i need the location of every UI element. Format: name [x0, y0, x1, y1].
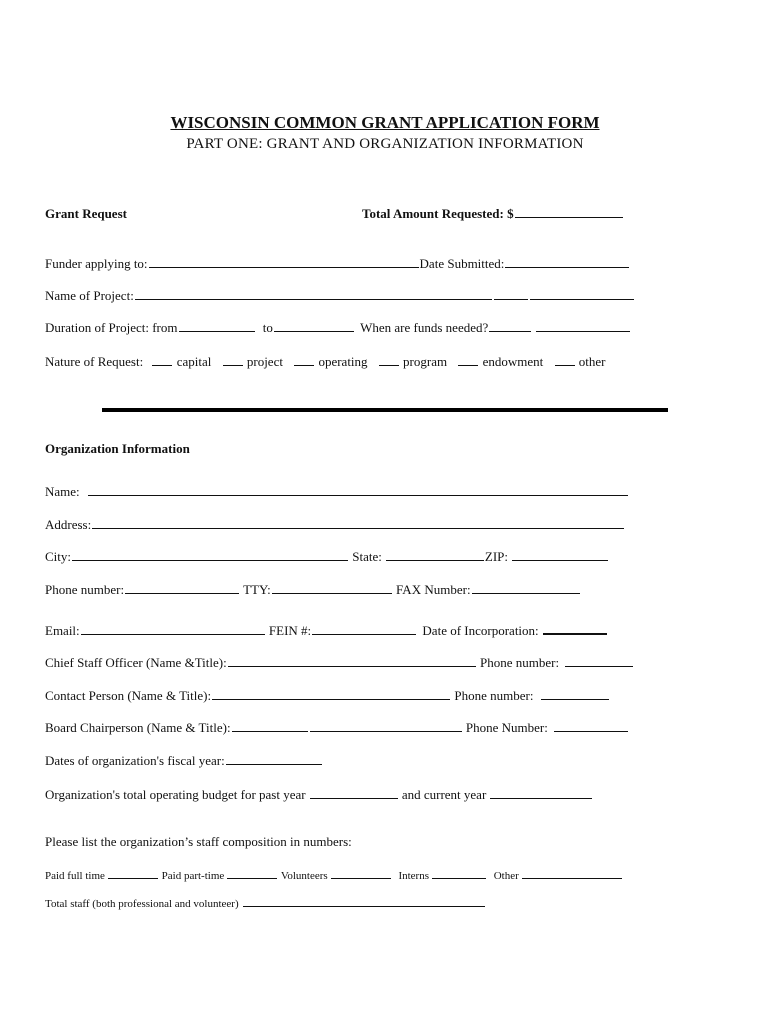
other-checkbox[interactable]	[555, 354, 575, 366]
project-checkbox[interactable]	[223, 354, 243, 366]
volunteers-blank[interactable]	[331, 867, 391, 879]
endowment-option: endowment	[482, 354, 544, 369]
duration-to-blank[interactable]	[274, 320, 354, 332]
program-option: program	[403, 354, 448, 369]
chief-label: Chief Staff Officer (Name &Title):	[45, 655, 227, 670]
interns-blank[interactable]	[432, 867, 486, 879]
phone-label: Phone number:	[45, 582, 125, 597]
chief-phone-blank[interactable]	[565, 655, 633, 667]
other-staff-blank[interactable]	[522, 867, 622, 879]
org-name-blank[interactable]	[88, 484, 628, 496]
other-staff-label: Other	[493, 870, 519, 882]
program-checkbox[interactable]	[379, 354, 399, 366]
incorporation-blank[interactable]	[543, 622, 607, 635]
total-staff-blank[interactable]	[243, 895, 485, 907]
endowment-checkbox[interactable]	[458, 354, 478, 366]
fein-blank[interactable]	[312, 623, 416, 635]
form-title: WISCONSIN COMMON GRANT APPLICATION FORM	[170, 113, 600, 132]
project-name-blank-3[interactable]	[530, 288, 634, 300]
form-subtitle: PART ONE: GRANT AND ORGANIZATION INFORMATION	[186, 136, 584, 152]
project-name-blank-2[interactable]	[494, 288, 528, 300]
interns-label: Interns	[398, 870, 429, 882]
board-label: Board Chairperson (Name & Title):	[45, 720, 231, 735]
total-staff-label: Total staff (both professional and volunteer)	[45, 898, 239, 910]
duration-from-blank[interactable]	[179, 320, 255, 332]
board-row	[45, 720, 629, 736]
board-blank[interactable]	[232, 720, 308, 732]
contact-label: Contact Person (Name & Title):	[45, 688, 212, 703]
funds-needed-blank[interactable]	[489, 320, 531, 332]
budget-label: Organization's total operating budget for past year	[45, 787, 306, 802]
staff-row	[45, 867, 623, 882]
contact-phone-blank[interactable]	[541, 688, 609, 700]
grant-request-heading: Grant Request	[45, 206, 127, 221]
org-name-label: Name:	[45, 484, 80, 499]
zip-label: ZIP:	[484, 549, 508, 564]
address-blank[interactable]	[92, 517, 624, 529]
fax-label: FAX Number:	[396, 582, 471, 597]
funds-needed-blank-2[interactable]	[536, 320, 630, 332]
project-option: project	[246, 354, 283, 369]
project-name-blank[interactable]	[135, 288, 492, 300]
contact-blank[interactable]	[212, 688, 450, 700]
funds-needed-label: When are funds needed?	[360, 320, 489, 335]
phone-row	[45, 582, 581, 598]
board-phone-blank[interactable]	[554, 720, 628, 732]
email-row	[45, 622, 608, 639]
state-blank[interactable]	[386, 549, 484, 561]
operating-checkbox[interactable]	[294, 354, 314, 366]
date-submitted-label: Date Submitted:	[419, 256, 505, 271]
total-amount-label: Total Amount Requested: $	[362, 206, 514, 221]
zip-blank[interactable]	[512, 549, 608, 561]
city-row	[45, 549, 609, 565]
fein-label: FEIN #:	[268, 623, 312, 638]
city-blank[interactable]	[72, 549, 348, 561]
full-time-blank[interactable]	[108, 867, 158, 879]
tty-blank[interactable]	[272, 582, 392, 594]
budget-current-blank[interactable]	[490, 787, 592, 799]
nature-row	[45, 354, 605, 370]
phone-blank[interactable]	[125, 582, 239, 594]
current-year-label: and current year	[401, 787, 487, 802]
board-phone-label: Phone Number:	[465, 720, 548, 735]
duration-to-label: to	[262, 320, 273, 335]
chief-row	[45, 655, 634, 671]
org-name-row	[45, 484, 629, 500]
email-label: Email:	[45, 623, 80, 638]
staff-prompt: Please list the organization’s staff composition in numbers:	[45, 834, 352, 849]
project-name-row	[45, 288, 635, 304]
chief-phone-label: Phone number:	[479, 655, 560, 670]
operating-option: operating	[318, 354, 368, 369]
budget-row	[45, 787, 593, 803]
project-name-label: Name of Project:	[45, 288, 134, 303]
fiscal-blank[interactable]	[226, 753, 322, 765]
organization-heading: Organization Information	[45, 441, 190, 456]
nature-label: Nature of Request:	[45, 354, 144, 369]
part-time-blank[interactable]	[227, 867, 277, 879]
date-submitted-blank[interactable]	[505, 256, 629, 268]
funder-label: Funder applying to:	[45, 256, 148, 271]
state-label: State:	[352, 549, 382, 564]
part-time-label: Paid part-time	[161, 870, 225, 882]
total-staff-row	[45, 895, 486, 910]
fax-blank[interactable]	[472, 582, 580, 594]
capital-option: capital	[176, 354, 212, 369]
email-blank[interactable]	[81, 623, 265, 635]
contact-row	[45, 688, 610, 704]
incorporation-label: Date of Incorporation:	[422, 623, 539, 638]
chief-blank[interactable]	[228, 655, 476, 667]
address-row	[45, 517, 625, 533]
tty-label: TTY:	[243, 582, 271, 597]
total-amount-field[interactable]	[362, 206, 624, 222]
duration-label: Duration of Project: from	[45, 320, 178, 335]
total-amount-blank[interactable]	[515, 206, 623, 218]
funder-row	[45, 256, 630, 272]
address-label: Address:	[45, 517, 92, 532]
duration-row	[45, 320, 631, 336]
volunteers-label: Volunteers	[280, 870, 328, 882]
contact-phone-label: Phone number:	[454, 688, 534, 703]
other-option: other	[578, 354, 606, 369]
section-divider	[102, 408, 668, 412]
fiscal-label: Dates of organization's fiscal year:	[45, 753, 225, 768]
full-time-label: Paid full time	[45, 870, 105, 882]
city-label: City:	[45, 549, 72, 564]
funder-blank[interactable]	[149, 256, 419, 268]
fiscal-row	[45, 753, 323, 769]
board-blank-2[interactable]	[310, 720, 462, 732]
budget-past-blank[interactable]	[310, 787, 398, 799]
capital-checkbox[interactable]	[152, 354, 172, 366]
